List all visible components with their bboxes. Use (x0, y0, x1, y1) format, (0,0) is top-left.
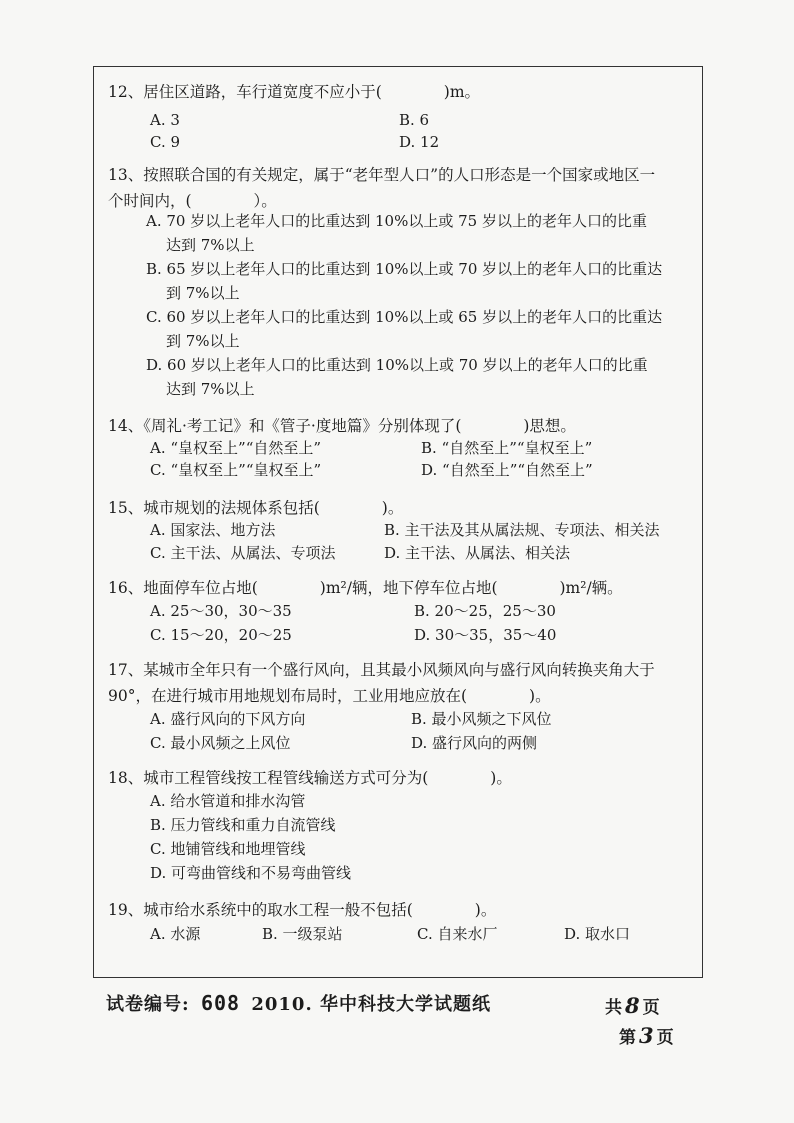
option-d: D. “自然至上”“自然至上” (421, 461, 593, 479)
option-c: C. 15～20，20～25 (150, 626, 292, 644)
option-d: D. 60 岁以上老年人口的比重达到 10%以上或 70 岁以上的老年人口的比重 达到 7%以上 (146, 356, 648, 398)
option-b: B. 压力管线和重力自流管线 (150, 816, 336, 834)
option-a: A. “皇权至上”“自然至上” (150, 439, 322, 457)
option-d: D. 主干法、从属法、相关法 (384, 544, 571, 562)
option-a: A. 盛行风向的下风方向 (150, 710, 306, 728)
option-b: B. “自然至上”“皇权至上” (421, 439, 593, 457)
option-c: C. 主干法、从属法、专项法 (150, 544, 336, 562)
current-page: 第 3 页 (619, 1023, 674, 1048)
paper-code: 608 (200, 991, 241, 1015)
paper-code-label: 试卷编号: (106, 994, 190, 1015)
question-stem: 19、城市给水系统中的取水工程一般不包括( )。 (108, 901, 497, 919)
option-c: C. 60 岁以上老年人口的比重达到 10%以上或 65 岁以上的老年人口的比重达 到 7%以上 (146, 308, 663, 350)
option-d: D. 盛行风向的两侧 (411, 734, 538, 752)
option-c: C. 9 (150, 133, 181, 151)
option-a: A. 水源 (150, 925, 201, 943)
option-b: B. 最小风频之下风位 (411, 710, 552, 728)
option-a: A. 25～30，30～35 (150, 602, 292, 620)
option-a: A. 给水管道和排水沟管 (150, 792, 306, 810)
option-c: C. 最小风频之上风位 (150, 734, 291, 752)
option-d: D. 可弯曲管线和不易弯曲管线 (150, 864, 352, 882)
total-pages: 共 8 页 (605, 993, 660, 1018)
page-counter (605, 992, 674, 1052)
option-b: B. 主干法及其从属法规、专项法、相关法 (384, 521, 660, 539)
exam-frame (93, 66, 703, 978)
option-c: C. 地铺管线和地埋管线 (150, 840, 306, 858)
question-stem: 13、按照联合国的有关规定，属于“老年型人口”的人口形态是一个国家或地区一 个时间内，( ）。 (108, 166, 656, 210)
option-d: D. 取水口 (564, 925, 631, 943)
option-c: C. “皇权至上”“皇权至上” (150, 461, 322, 479)
exam-footer (106, 990, 491, 1016)
option-b: B. 一级泵站 (262, 925, 343, 943)
option-a: A. 国家法、地方法 (150, 521, 276, 539)
question-stem: 14、《周礼·考工记》和《管子·度地篇》分别体现了( )思想。 (108, 417, 576, 435)
question-stem: 15、城市规划的法规体系包括( )。 (108, 499, 404, 517)
option-b: B. 20～25，25～30 (414, 602, 556, 620)
question-stem: 18、城市工程管线按工程管线输送方式可分为( )。 (108, 769, 512, 787)
option-a: A. 70 岁以上老年人口的比重达到 10%以上或 75 岁以上的老年人口的比重 达到 7%以上 (146, 212, 647, 254)
option-b: B. 6 (399, 111, 430, 129)
footer-title: 2010. 华中科技大学试题纸 (251, 994, 491, 1015)
option-a: A. 3 (150, 111, 180, 129)
question-stem: 16、地面停车位占地( )m²/辆，地下停车位占地( )m²/辆。 (108, 579, 623, 597)
option-d: D. 30～35，35～40 (414, 626, 557, 644)
option-c: C. 自来水厂 (417, 925, 498, 943)
option-d: D. 12 (399, 133, 440, 151)
option-b: B. 65 岁以上老年人口的比重达到 10%以上或 70 岁以上的老年人口的比重达 到 7%以上 (146, 260, 663, 302)
question-stem: 17、某城市全年只有一个盛行风向，且其最小风频风向与盛行风向转换夹角大于 90°，在进行城市用地规划布局时，工业用地应放在( )。 (108, 661, 655, 705)
question-stem: 12、居住区道路，车行道宽度不应小于( )m。 (108, 83, 481, 101)
